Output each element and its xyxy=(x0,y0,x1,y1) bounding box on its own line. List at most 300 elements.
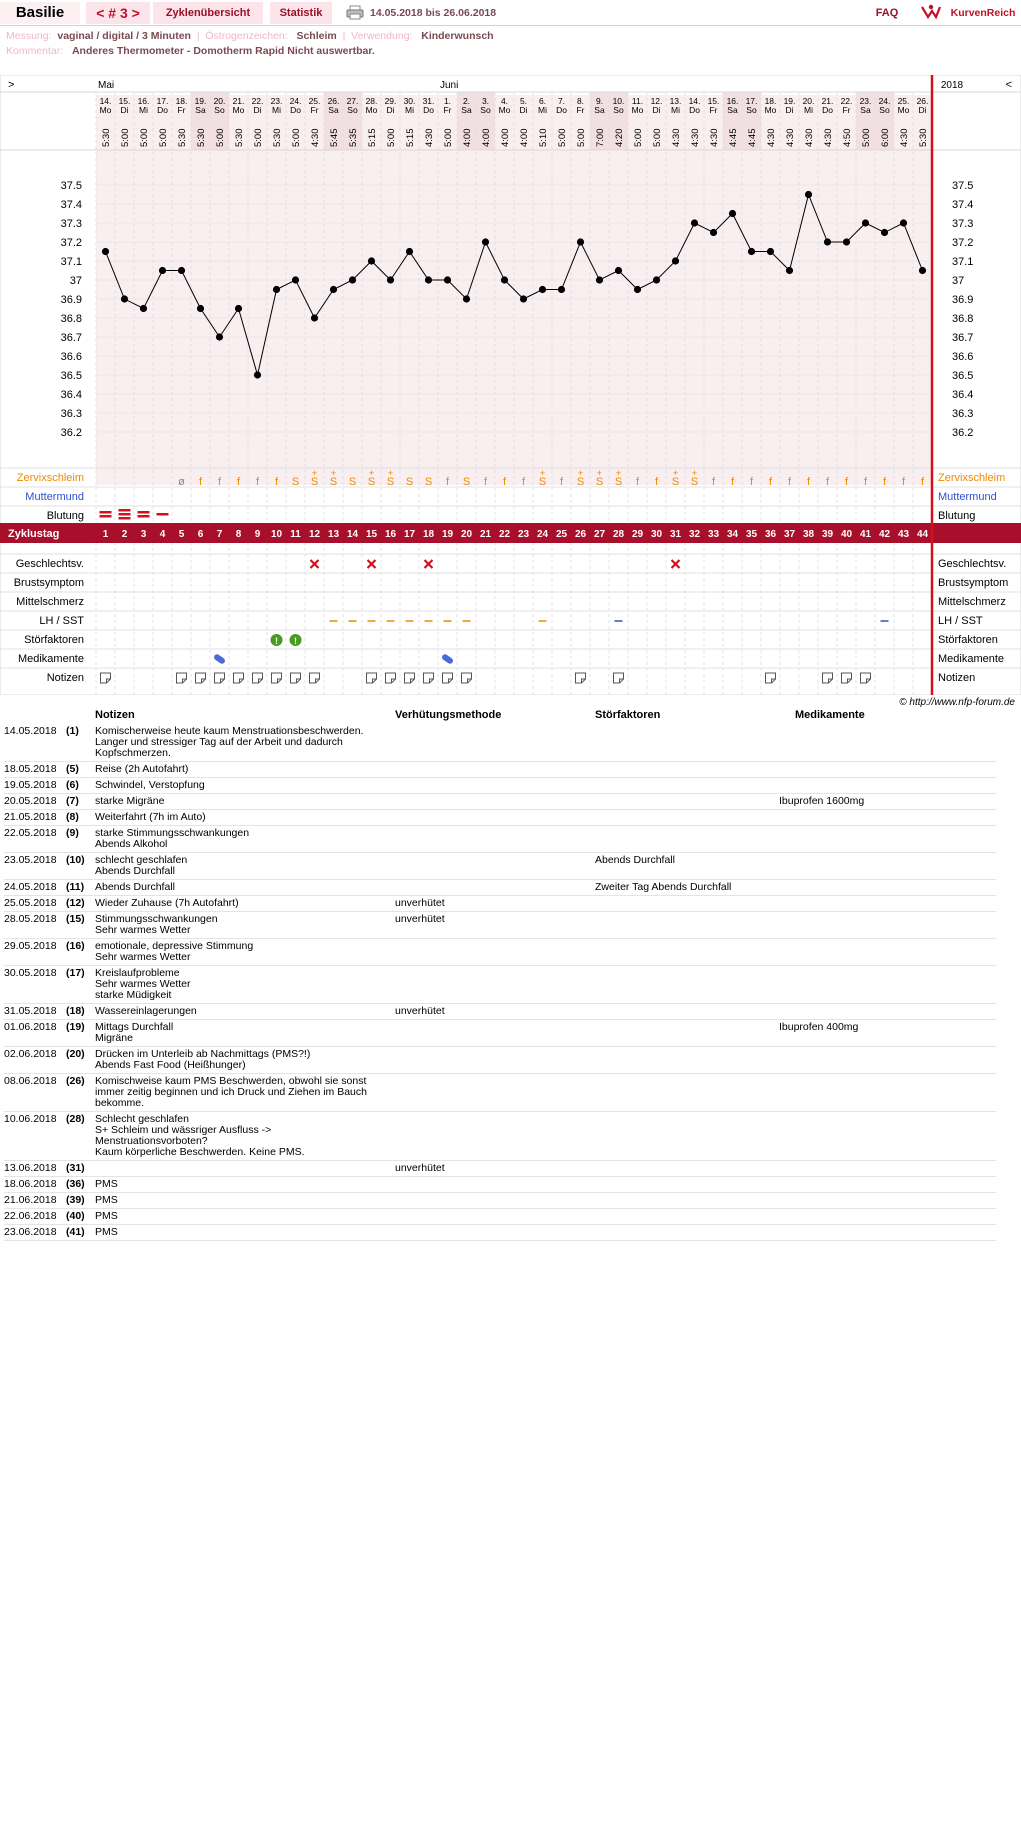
cycle-day-number: 38 xyxy=(802,529,815,540)
mucus-symbol[interactable]: f xyxy=(255,476,260,488)
temperature-point[interactable] xyxy=(216,333,223,340)
table-row xyxy=(4,1225,996,1241)
temperature-point[interactable] xyxy=(102,248,109,255)
mucus-symbol[interactable]: f xyxy=(274,476,279,488)
row-note: Wassereinlagerungen xyxy=(95,1005,197,1017)
row-date: 25.05.2018 xyxy=(4,897,57,909)
temperature-point[interactable] xyxy=(900,219,907,226)
bleeding-mark[interactable] xyxy=(100,515,112,518)
row-cycle-day: (10) xyxy=(66,854,85,866)
row-date: 08.06.2018 xyxy=(4,1075,57,1087)
cycle-day-number: 31 xyxy=(669,529,682,540)
date-label: 13. xyxy=(669,96,682,106)
month-label: Juni xyxy=(440,80,459,91)
row-label-right-notes: Notizen xyxy=(938,672,976,684)
temperature-point[interactable] xyxy=(729,210,736,217)
mucus-symbol[interactable]: S xyxy=(462,476,471,488)
cycle-day-number: 25 xyxy=(555,529,568,540)
cycle-day-number: 34 xyxy=(726,529,739,540)
row-date: 23.06.2018 xyxy=(4,1226,57,1238)
cycle-day-number: 32 xyxy=(688,529,701,540)
row-medication: Ibuprofen 1600mg xyxy=(779,795,865,807)
date-label: 14. xyxy=(688,96,701,106)
temperature-point[interactable] xyxy=(596,276,603,283)
bleeding-mark[interactable] xyxy=(157,513,169,516)
row-label-right-cervix: Muttermund xyxy=(938,491,997,503)
row-date: 20.05.2018 xyxy=(4,795,57,807)
temperature-point[interactable] xyxy=(178,267,185,274)
measure-time-label: 4:45 xyxy=(728,128,739,147)
measure-time-label: 5:10 xyxy=(538,128,549,147)
top-bar xyxy=(0,0,1021,26)
weekday-label: Do xyxy=(290,105,301,115)
temp-tick-left: 36.7 xyxy=(60,332,82,344)
mucus-symbol[interactable]: S xyxy=(690,476,699,488)
date-label: 31. xyxy=(422,96,435,106)
temperature-point[interactable] xyxy=(292,276,299,283)
cycle-day-number: 24 xyxy=(536,529,549,540)
date-label: 15. xyxy=(118,96,131,106)
measure-time-label: 4:30 xyxy=(823,128,834,147)
temp-tick-left: 36.6 xyxy=(60,351,82,363)
table-row xyxy=(4,896,996,912)
forum-credit: © http://www.nfp-forum.de xyxy=(899,697,1015,708)
row-date: 24.05.2018 xyxy=(4,881,57,893)
row-cycle-day: (39) xyxy=(66,1194,85,1206)
row-cycle-day: (19) xyxy=(66,1021,85,1033)
temperature-point[interactable] xyxy=(805,191,812,198)
temperature-point[interactable] xyxy=(881,229,888,236)
mucus-symbol[interactable]: f xyxy=(787,476,792,488)
measure-time-label: 5:35 xyxy=(348,128,359,147)
cycle-day-number: 11 xyxy=(290,529,301,540)
date-label: 6. xyxy=(538,96,547,106)
row-cycle-day: (12) xyxy=(66,897,85,909)
date-label: 19. xyxy=(783,96,796,106)
row-date: 21.06.2018 xyxy=(4,1194,57,1206)
temp-tick-right: 37.1 xyxy=(952,256,974,268)
temp-tick-left: 36.4 xyxy=(60,389,82,401)
date-label: 28. xyxy=(365,96,378,106)
temp-tick-right: 36.4 xyxy=(952,389,974,401)
table-row xyxy=(4,1112,996,1161)
temperature-point[interactable] xyxy=(273,286,280,293)
kurvenreich-link[interactable]: KurvenReich xyxy=(950,7,1016,19)
temperature-point[interactable] xyxy=(330,286,337,293)
table-row xyxy=(4,826,996,853)
bleeding-mark[interactable] xyxy=(119,517,131,520)
temperature-point[interactable] xyxy=(786,267,793,274)
faq-link[interactable]: FAQ xyxy=(875,7,899,19)
row-note: starke Migräne xyxy=(95,795,165,807)
estrogen-value: Schleim xyxy=(296,30,337,42)
temperature-point[interactable] xyxy=(691,219,698,226)
temp-tick-right: 37.5 xyxy=(952,180,974,192)
row-label-right-bleeding: Blutung xyxy=(938,510,976,522)
row-label-right-mucus: Zervixschleim xyxy=(938,472,1006,484)
measure-time-label: 5:00 xyxy=(386,128,397,147)
weekday-label: Di xyxy=(120,105,129,115)
row-date: 02.06.2018 xyxy=(4,1048,57,1060)
row-date: 29.05.2018 xyxy=(4,940,57,952)
date-label: 25. xyxy=(897,96,910,106)
cycle-day-number: 21 xyxy=(479,529,492,540)
date-label: 21. xyxy=(821,96,834,106)
row-cycle-day: (15) xyxy=(66,913,85,925)
temperature-point[interactable] xyxy=(520,295,527,302)
row-cycle-day: (20) xyxy=(66,1048,85,1060)
weekday-label: Do xyxy=(157,105,168,115)
mucus-symbol[interactable]: f xyxy=(198,476,203,488)
temperature-point[interactable] xyxy=(843,238,850,245)
temperature-point[interactable] xyxy=(634,286,641,293)
cycle-day-number: 2 xyxy=(121,529,128,540)
mucus-plus-symbol: + xyxy=(615,468,622,478)
mucus-symbol[interactable]: S xyxy=(367,476,376,488)
mucus-symbol[interactable]: f xyxy=(882,476,887,488)
date-label: 12. xyxy=(650,96,663,106)
row-date: 31.05.2018 xyxy=(4,1005,57,1017)
measure-time-label: 4:30 xyxy=(310,128,321,147)
cycle-day-number: 43 xyxy=(897,529,910,540)
temp-tick-left: 36.3 xyxy=(60,408,82,420)
cycle-overview-tab[interactable]: Zyklenübersicht xyxy=(153,2,263,24)
table-row xyxy=(4,1020,996,1047)
measure-time-label: 5:30 xyxy=(918,128,929,147)
weekday-label: Di xyxy=(918,105,927,115)
temperature-point[interactable] xyxy=(121,295,128,302)
weekday-label: Sa xyxy=(594,105,605,115)
cycle-day-number: 9 xyxy=(254,529,261,540)
mucus-symbol[interactable]: S xyxy=(348,476,357,488)
date-label: 23. xyxy=(859,96,872,106)
cycle-day-number: 44 xyxy=(916,529,929,540)
measure-time-label: 4:30 xyxy=(709,128,720,147)
measure-time-label: 4:30 xyxy=(804,128,815,147)
mucus-symbol[interactable]: f xyxy=(483,476,488,488)
cycle-day-number: 22 xyxy=(498,529,511,540)
temp-tick-left: 37.5 xyxy=(60,180,82,192)
usage-label: Verwendung: xyxy=(351,30,413,42)
row-date: 18.06.2018 xyxy=(4,1178,57,1190)
temperature-point[interactable] xyxy=(463,295,470,302)
measure-time-label: 5:30 xyxy=(177,128,188,147)
weekday-label: Mo xyxy=(498,105,511,115)
weekday-label: Fr xyxy=(177,105,186,115)
contraception-header: Verhütungsmethode xyxy=(395,709,502,721)
statistics-tab[interactable]: Statistik xyxy=(270,2,332,24)
cycle-day-number: 33 xyxy=(707,529,720,540)
date-label: 14. xyxy=(99,96,112,106)
weekday-label: Do xyxy=(423,105,434,115)
mucus-symbol[interactable]: S xyxy=(405,476,414,488)
row-note: Reise (2h Autofahrt) xyxy=(95,763,189,775)
cycle-day-number: 8 xyxy=(235,529,242,540)
date-label: 2. xyxy=(462,96,471,106)
measurement-value: vaginal / digital / 3 Minuten xyxy=(57,30,191,42)
temp-tick-right: 36.7 xyxy=(952,332,974,344)
mucus-symbol[interactable]: f xyxy=(236,476,241,488)
row-note: Schwindel, Verstopfung xyxy=(95,779,205,791)
weekday-label: Mo xyxy=(631,105,644,115)
date-label: 17. xyxy=(156,96,169,106)
row-contraception: unverhütet xyxy=(395,913,445,925)
cycle-day-number: 6 xyxy=(197,529,204,540)
row-label-breast: Brustsymptom xyxy=(13,577,84,589)
temperature-point[interactable] xyxy=(444,276,451,283)
table-row xyxy=(4,810,996,826)
table-row xyxy=(4,939,996,966)
printer-icon[interactable] xyxy=(346,5,364,20)
disturbance-icon-mark: ! xyxy=(275,636,278,646)
measure-time-label: 4:00 xyxy=(481,128,492,147)
mucus-plus-symbol: + xyxy=(539,468,546,478)
mucus-symbol[interactable]: f xyxy=(730,476,735,488)
mucus-symbol[interactable]: f xyxy=(635,476,640,488)
mucus-plus-symbol: + xyxy=(330,468,337,478)
mucus-symbol[interactable]: ø xyxy=(178,476,185,488)
temperature-point[interactable] xyxy=(615,267,622,274)
date-label: 8. xyxy=(576,96,585,106)
temperature-point[interactable] xyxy=(748,248,755,255)
row-note: emotionale, depressive Stimmung Sehr warmes Wetter xyxy=(95,940,254,963)
mucus-plus-symbol: + xyxy=(691,468,698,478)
temperature-point[interactable] xyxy=(539,286,546,293)
row-label-right-midpain: Mittelschmerz xyxy=(938,596,1006,608)
kurvenreich-logo-icon[interactable] xyxy=(920,3,942,21)
weekday-label: Di xyxy=(386,105,395,115)
mucus-symbol[interactable]: f xyxy=(217,476,222,488)
measure-time-label: 4:30 xyxy=(671,128,682,147)
cycle-day-number: 5 xyxy=(178,529,185,540)
temperature-point[interactable] xyxy=(653,276,660,283)
mucus-symbol[interactable]: f xyxy=(502,476,507,488)
date-label: 16. xyxy=(137,96,150,106)
temperature-point[interactable] xyxy=(254,371,261,378)
weekday-label: Do xyxy=(822,105,833,115)
mucus-symbol[interactable]: f xyxy=(559,476,564,488)
row-date: 14.05.2018 xyxy=(4,725,57,737)
temperature-point[interactable] xyxy=(501,276,508,283)
row-note: Wieder Zuhause (7h Autofahrt) xyxy=(95,897,239,909)
bleeding-mark[interactable] xyxy=(119,513,131,516)
date-label: 4. xyxy=(500,96,509,106)
temp-tick-right: 37.4 xyxy=(952,199,974,211)
weekday-label: Fr xyxy=(576,105,585,115)
measure-time-label: 4:30 xyxy=(785,128,796,147)
row-label-right-breast: Brustsymptom xyxy=(938,577,1009,589)
weekday-label: Fr xyxy=(443,105,452,115)
date-label: 5. xyxy=(519,96,528,106)
temperature-point[interactable] xyxy=(710,229,717,236)
comment-label: Kommentar: xyxy=(6,45,64,57)
row-note: PMS xyxy=(95,1210,118,1222)
table-row xyxy=(4,1004,996,1020)
temp-tick-left: 36.9 xyxy=(60,294,82,306)
row-note: Schlecht geschlafen S+ Schleim und wässriger Ausfluss -> Menstruationsvorboten? Kaum körperliche Beschwerden. Keine PMS. xyxy=(95,1113,305,1158)
cycle-day-number: 30 xyxy=(650,529,663,540)
weekday-label: Fr xyxy=(842,105,851,115)
row-cycle-day: (8) xyxy=(66,811,79,823)
row-note: Weiterfahrt (7h im Auto) xyxy=(95,811,206,823)
mucus-symbol[interactable]: f xyxy=(445,476,450,488)
weekday-label: So xyxy=(879,105,890,115)
temperature-point[interactable] xyxy=(311,314,318,321)
date-label: 26. xyxy=(916,96,929,106)
weekday-label: Di xyxy=(253,105,262,115)
mucus-symbol[interactable]: f xyxy=(711,476,716,488)
mucus-symbol[interactable]: f xyxy=(749,476,754,488)
temperature-point[interactable] xyxy=(824,238,831,245)
mucus-symbol[interactable]: S xyxy=(671,476,680,488)
temperature-point[interactable] xyxy=(197,305,204,312)
bleeding-mark[interactable] xyxy=(100,511,112,514)
row-date: 13.06.2018 xyxy=(4,1162,57,1174)
date-label: 11. xyxy=(631,96,644,106)
mucus-symbol[interactable]: f xyxy=(901,476,906,488)
temperature-point[interactable] xyxy=(862,219,869,226)
row-medication: Ibuprofen 400mg xyxy=(779,1021,859,1033)
mucus-symbol[interactable]: S xyxy=(576,476,585,488)
medication-header: Medikamente xyxy=(795,709,865,721)
temp-tick-left: 37.4 xyxy=(60,199,82,211)
weekday-label: Sa xyxy=(328,105,339,115)
bleeding-mark[interactable] xyxy=(119,509,131,512)
table-row xyxy=(4,853,996,880)
comment-line xyxy=(6,45,375,57)
mucus-symbol[interactable]: f xyxy=(768,476,773,488)
temperature-point[interactable] xyxy=(387,276,394,283)
temperature-point[interactable] xyxy=(425,276,432,283)
row-label-lh: LH / SST xyxy=(39,615,84,627)
date-label: 19. xyxy=(194,96,207,106)
table-row xyxy=(4,1161,996,1177)
date-label: 15. xyxy=(707,96,720,106)
weekday-label: Fr xyxy=(310,105,319,115)
row-note: Drücken im Unterleib ab Nachmittags (PMS?!) Abends Fast Food (Heißhunger) xyxy=(95,1048,311,1071)
mucus-symbol[interactable]: f xyxy=(844,476,849,488)
bleeding-mark[interactable] xyxy=(138,515,150,518)
cycle-day-number: 29 xyxy=(631,529,644,540)
row-disturbance: Zweiter Tag Abends Durchfall xyxy=(595,881,732,893)
comment-value: Anderes Thermometer - Domotherm Rapid Nicht auswertbar. xyxy=(71,45,375,57)
cycle-day-number: 23 xyxy=(517,529,530,540)
date-label: 27. xyxy=(346,96,359,106)
cycle-day-number: 16 xyxy=(384,529,397,540)
mucus-symbol[interactable]: S xyxy=(310,476,319,488)
temperature-point[interactable] xyxy=(919,267,926,274)
mucus-symbol[interactable]: f xyxy=(825,476,830,488)
temperature-point[interactable] xyxy=(140,305,147,312)
temperature-point[interactable] xyxy=(482,238,489,245)
temp-tick-right: 37.3 xyxy=(952,218,974,230)
measure-time-label: 5:30 xyxy=(272,128,283,147)
mucus-symbol[interactable]: S xyxy=(614,476,623,488)
cycle-day-number: 42 xyxy=(878,529,891,540)
date-label: 10. xyxy=(612,96,625,106)
row-cycle-day: (18) xyxy=(66,1005,85,1017)
chart-nav-left[interactable]: > xyxy=(8,79,15,91)
row-label-midpain: Mittelschmerz xyxy=(16,596,84,608)
temperature-point[interactable] xyxy=(368,257,375,264)
mucus-symbol[interactable]: S xyxy=(595,476,604,488)
date-label: 3. xyxy=(481,96,490,106)
mucus-symbol[interactable]: S xyxy=(386,476,395,488)
temperature-point[interactable] xyxy=(406,248,413,255)
mucus-symbol[interactable]: f xyxy=(806,476,811,488)
weekday-label: Mo xyxy=(365,105,378,115)
weekday-label: Do xyxy=(689,105,700,115)
row-cycle-day: (31) xyxy=(66,1162,85,1174)
row-label-right-lh: LH / SST xyxy=(938,615,983,627)
cycle-day-number: 28 xyxy=(612,529,625,540)
measure-time-label: 5:00 xyxy=(576,128,587,147)
temperature-point[interactable] xyxy=(577,238,584,245)
temperature-point[interactable] xyxy=(159,267,166,274)
chart-nav-right[interactable]: < xyxy=(1005,79,1012,91)
mucus-symbol[interactable]: S xyxy=(538,476,547,488)
date-label: 17. xyxy=(745,96,758,106)
temperature-point[interactable] xyxy=(558,286,565,293)
notes-header: Notizen xyxy=(95,709,135,721)
cycle-day-number: 14 xyxy=(346,529,359,540)
row-cycle-day: (1) xyxy=(66,725,79,737)
temp-tick-right: 36.8 xyxy=(952,313,974,325)
row-cycle-day: (41) xyxy=(66,1226,85,1238)
table-row xyxy=(4,724,996,762)
weekday-label: Mo xyxy=(99,105,112,115)
row-label-bleeding: Blutung xyxy=(46,510,84,522)
measure-time-label: 5:00 xyxy=(291,128,302,147)
date-label: 26. xyxy=(327,96,340,106)
cycle-day-number: 12 xyxy=(308,529,321,540)
mucus-plus-symbol: + xyxy=(311,468,318,478)
mucus-symbol[interactable]: f xyxy=(863,476,868,488)
temperature-point[interactable] xyxy=(672,257,679,264)
weekday-label: So xyxy=(746,105,757,115)
mucus-symbol[interactable]: S xyxy=(291,476,300,488)
row-date: 19.05.2018 xyxy=(4,779,57,791)
mucus-symbol[interactable]: S xyxy=(329,476,338,488)
measure-time-label: 4:45 xyxy=(747,128,758,147)
date-label: 1. xyxy=(443,96,452,106)
cycle-day-number: 13 xyxy=(327,529,340,540)
mucus-symbol[interactable]: f xyxy=(920,476,925,488)
temperature-point[interactable] xyxy=(767,248,774,255)
weekday-label: Mo xyxy=(232,105,245,115)
weekday-label: Sa xyxy=(860,105,871,115)
bleeding-mark[interactable] xyxy=(138,511,150,514)
row-cycle-day: (9) xyxy=(66,827,79,839)
weekday-label: Mi xyxy=(405,105,414,115)
mucus-symbol[interactable]: S xyxy=(424,476,433,488)
row-date: 30.05.2018 xyxy=(4,967,57,979)
cycle-day-number: 19 xyxy=(441,529,454,540)
weekday-label: Di xyxy=(785,105,794,115)
weekday-label: Mi xyxy=(272,105,281,115)
cycle-navigation[interactable]: < # 3 > xyxy=(86,2,150,24)
date-label: 20. xyxy=(213,96,226,106)
temperature-point[interactable] xyxy=(349,276,356,283)
mucus-symbol[interactable]: f xyxy=(521,476,526,488)
row-date: 18.05.2018 xyxy=(4,763,57,775)
table-row xyxy=(4,966,996,1004)
row-label-cervix: Muttermund xyxy=(25,491,84,503)
mucus-symbol[interactable]: f xyxy=(654,476,659,488)
temperature-point[interactable] xyxy=(235,305,242,312)
measure-time-label: 5:00 xyxy=(253,128,264,147)
row-cycle-day: (7) xyxy=(66,795,79,807)
